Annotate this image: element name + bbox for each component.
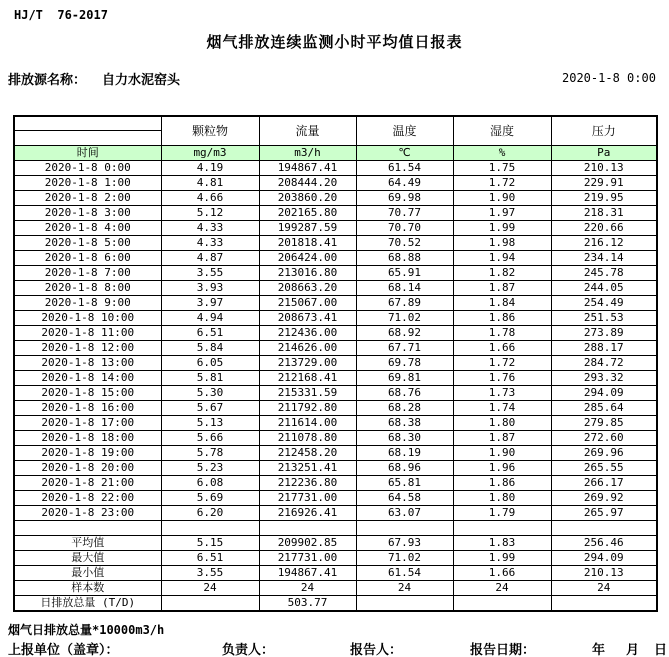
summary-value [551,596,657,612]
table-row [14,506,657,521]
emission-source-label: 排放源名称： [8,73,87,88]
summary-row [14,581,657,596]
separator-section [14,521,657,536]
row-value: 5.66 [161,431,259,446]
row-value: 68.19 [356,446,453,461]
row-value: 1.99 [453,221,551,236]
summary-value: 24 [161,581,259,596]
row-value: 213729.00 [259,356,356,371]
table-row [14,461,657,476]
row-value: 4.87 [161,251,259,266]
row-value: 6.51 [161,326,259,341]
row-value: 64.58 [356,491,453,506]
row-value: 245.78 [551,266,657,281]
row-time: 2020-1-8 17:00 [14,416,161,431]
row-value: 70.70 [356,221,453,236]
row-value: 203860.20 [259,191,356,206]
row-value: 212236.80 [259,476,356,491]
row-value: 1.86 [453,311,551,326]
row-time: 2020-1-8 14:00 [14,371,161,386]
row-time: 2020-1-8 16:00 [14,401,161,416]
row-value: 215331.59 [259,386,356,401]
row-value: 234.14 [551,251,657,266]
row-value: 3.97 [161,296,259,311]
row-value: 1.72 [453,356,551,371]
row-value: 266.17 [551,476,657,491]
row-value: 208673.41 [259,311,356,326]
row-value: 213251.41 [259,461,356,476]
row-value: 251.53 [551,311,657,326]
row-value: 70.52 [356,236,453,251]
row-value: 215067.00 [259,296,356,311]
table-row [14,221,657,236]
row-value: 208663.20 [259,281,356,296]
row-value: 211792.80 [259,401,356,416]
row-value: 1.66 [453,341,551,356]
table-row [14,311,657,326]
row-time: 2020-1-8 13:00 [14,356,161,371]
summary-value: 67.93 [356,536,453,551]
row-time: 2020-1-8 10:00 [14,311,161,326]
row-value: 68.92 [356,326,453,341]
summary-value: 24 [453,581,551,596]
row-time: 2020-1-8 4:00 [14,221,161,236]
row-value: 285.64 [551,401,657,416]
row-value: 218.31 [551,206,657,221]
report-datetime: 2020-1-8 0:00 [562,71,656,85]
summary-value: 6.51 [161,551,259,566]
row-value: 64.49 [356,176,453,191]
table-row [14,191,657,206]
row-time: 2020-1-8 5:00 [14,236,161,251]
row-value: 6.20 [161,506,259,521]
summary-row [14,551,657,566]
blank-cell [161,521,259,536]
table-row [14,176,657,191]
row-value: 211078.80 [259,431,356,446]
row-value: 1.90 [453,191,551,206]
table-row [14,341,657,356]
row-value: 5.23 [161,461,259,476]
report-date-label: 报告日期： [470,643,536,657]
row-value: 4.33 [161,236,259,251]
summary-row [14,596,657,612]
summary-value: 1.83 [453,536,551,551]
table-row [14,371,657,386]
unit-pressure: Pa [551,146,657,161]
row-value: 1.82 [453,266,551,281]
row-value: 294.09 [551,386,657,401]
row-value: 67.89 [356,296,453,311]
row-value: 4.81 [161,176,259,191]
row-time: 2020-1-8 9:00 [14,296,161,311]
row-value: 68.38 [356,416,453,431]
row-time: 2020-1-8 3:00 [14,206,161,221]
col-header-flow: 流量 [259,116,356,146]
row-value: 194867.41 [259,161,356,176]
report-unit-label: 上报单位（盖章）： [8,643,119,657]
row-value: 68.28 [356,401,453,416]
time-header-split-cell [14,116,161,146]
row-value: 6.08 [161,476,259,491]
row-value: 1.76 [453,371,551,386]
row-value: 5.78 [161,446,259,461]
table-row [14,401,657,416]
summary-rows [14,536,657,612]
summary-value [161,596,259,612]
row-time: 2020-1-8 2:00 [14,191,161,206]
table-row [14,416,657,431]
summary-value: 210.13 [551,566,657,581]
hourly-average-table [13,115,658,612]
row-value: 265.55 [551,461,657,476]
table-row [14,281,657,296]
table-row [14,476,657,491]
table-row [14,266,657,281]
table-row [14,296,657,311]
row-value: 211614.00 [259,416,356,431]
row-value: 1.84 [453,296,551,311]
row-value: 3.93 [161,281,259,296]
row-value: 1.73 [453,386,551,401]
row-value: 68.14 [356,281,453,296]
unit-particulate: mg/m3 [161,146,259,161]
row-value: 67.71 [356,341,453,356]
row-value: 216.12 [551,236,657,251]
summary-label: 日排放总量 (T/D) [14,596,161,612]
row-value: 61.54 [356,161,453,176]
row-value: 216926.41 [259,506,356,521]
row-time: 2020-1-8 21:00 [14,476,161,491]
header-row-units [14,146,657,161]
row-value: 1.94 [453,251,551,266]
summary-value [356,596,453,612]
summary-value: 217731.00 [259,551,356,566]
row-value: 208444.20 [259,176,356,191]
row-value: 201818.41 [259,236,356,251]
row-value: 1.80 [453,416,551,431]
summary-value: 294.09 [551,551,657,566]
row-value: 212436.00 [259,326,356,341]
summary-value: 24 [551,581,657,596]
row-value: 1.97 [453,206,551,221]
row-value: 214626.00 [259,341,356,356]
table-row [14,236,657,251]
row-value: 288.17 [551,341,657,356]
row-value: 65.91 [356,266,453,281]
table-row [14,206,657,221]
summary-value: 71.02 [356,551,453,566]
summary-label: 平均值 [14,536,161,551]
table-row [14,431,657,446]
blank-cell [551,521,657,536]
responsible-label: 负责人： [222,643,275,657]
row-value: 63.07 [356,506,453,521]
row-value: 3.55 [161,266,259,281]
emission-source-name: 自力水泥窑头 [102,73,181,88]
row-value: 213016.80 [259,266,356,281]
summary-label: 最大值 [14,551,161,566]
row-value: 1.75 [453,161,551,176]
unit-humidity: % [453,146,551,161]
row-value: 1.87 [453,281,551,296]
row-value: 68.96 [356,461,453,476]
summary-value: 24 [259,581,356,596]
daily-total-note: 烟气日排放总量*10000m3/h [8,623,165,637]
row-value: 5.69 [161,491,259,506]
row-value: 1.86 [453,476,551,491]
summary-row [14,536,657,551]
row-value: 210.13 [551,161,657,176]
row-value: 68.88 [356,251,453,266]
emission-source-line [8,69,180,88]
blank-cell [453,521,551,536]
row-time: 2020-1-8 1:00 [14,176,161,191]
summary-label: 样本数 [14,581,161,596]
summary-label: 最小值 [14,566,161,581]
row-value: 273.89 [551,326,657,341]
row-value: 68.30 [356,431,453,446]
header-row-names [14,116,657,146]
header-section [14,116,657,161]
row-value: 217731.00 [259,491,356,506]
row-time: 2020-1-8 7:00 [14,266,161,281]
table-row [14,356,657,371]
blank-separator-row [14,521,657,536]
row-value: 1.87 [453,431,551,446]
table-row [14,251,657,266]
row-value: 212458.20 [259,446,356,461]
row-value: 4.94 [161,311,259,326]
row-value: 5.84 [161,341,259,356]
row-value: 5.30 [161,386,259,401]
year-label: 年 [592,643,606,657]
row-value: 1.90 [453,446,551,461]
row-value: 68.76 [356,386,453,401]
hourly-rows [14,161,657,521]
row-value: 70.77 [356,206,453,221]
table-row [14,446,657,461]
row-value: 1.72 [453,176,551,191]
unit-temperature: ℃ [356,146,453,161]
row-value: 6.05 [161,356,259,371]
time-header-upper-blank [15,117,161,131]
table-row [14,491,657,506]
col-header-temperature: 温度 [356,116,453,146]
reporter-label: 报告人： [350,643,403,657]
table-row [14,161,657,176]
time-header-lower-blank [15,131,161,145]
summary-value [453,596,551,612]
row-value: 199287.59 [259,221,356,236]
row-value: 265.97 [551,506,657,521]
row-value: 229.91 [551,176,657,191]
blank-cell [356,521,453,536]
row-value: 279.85 [551,416,657,431]
summary-value: 24 [356,581,453,596]
row-value: 4.66 [161,191,259,206]
unit-flow: m3/h [259,146,356,161]
row-value: 69.81 [356,371,453,386]
standard-number: HJ/T 76-2017 [14,8,108,22]
row-value: 5.67 [161,401,259,416]
row-value: 269.92 [551,491,657,506]
time-header: 时间 [14,146,161,161]
row-value: 220.66 [551,221,657,236]
month-label: 月 [626,643,640,657]
row-time: 2020-1-8 12:00 [14,341,161,356]
row-value: 272.60 [551,431,657,446]
row-time: 2020-1-8 15:00 [14,386,161,401]
summary-value: 3.55 [161,566,259,581]
row-value: 5.12 [161,206,259,221]
row-value: 1.74 [453,401,551,416]
row-value: 4.33 [161,221,259,236]
summary-value: 1.66 [453,566,551,581]
row-value: 1.80 [453,491,551,506]
row-value: 5.13 [161,416,259,431]
row-time: 2020-1-8 23:00 [14,506,161,521]
row-time: 2020-1-8 0:00 [14,161,161,176]
row-value: 4.19 [161,161,259,176]
row-value: 1.98 [453,236,551,251]
row-value: 269.96 [551,446,657,461]
row-value: 1.96 [453,461,551,476]
row-value: 71.02 [356,311,453,326]
row-value: 69.78 [356,356,453,371]
table-row [14,386,657,401]
row-value: 1.78 [453,326,551,341]
summary-value: 5.15 [161,536,259,551]
row-time: 2020-1-8 20:00 [14,461,161,476]
col-header-particulate: 颗粒物 [161,116,259,146]
row-time: 2020-1-8 8:00 [14,281,161,296]
row-value: 284.72 [551,356,657,371]
row-time: 2020-1-8 19:00 [14,446,161,461]
row-time: 2020-1-8 6:00 [14,251,161,266]
row-time: 2020-1-8 22:00 [14,491,161,506]
blank-cell [259,521,356,536]
summary-value: 503.77 [259,596,356,612]
signature-row [0,639,669,655]
row-value: 69.98 [356,191,453,206]
row-value: 244.05 [551,281,657,296]
row-value: 219.95 [551,191,657,206]
day-label: 日 [654,643,668,657]
row-value: 254.49 [551,296,657,311]
col-header-humidity: 湿度 [453,116,551,146]
row-time: 2020-1-8 11:00 [14,326,161,341]
row-value: 293.32 [551,371,657,386]
blank-cell [14,521,161,536]
summary-value: 1.99 [453,551,551,566]
row-value: 1.79 [453,506,551,521]
row-value: 212168.41 [259,371,356,386]
col-header-pressure: 压力 [551,116,657,146]
summary-value: 209902.85 [259,536,356,551]
row-time: 2020-1-8 18:00 [14,431,161,446]
summary-value: 256.46 [551,536,657,551]
summary-value: 61.54 [356,566,453,581]
row-value: 5.81 [161,371,259,386]
row-value: 206424.00 [259,251,356,266]
summary-value: 194867.41 [259,566,356,581]
row-value: 65.81 [356,476,453,491]
row-value: 202165.80 [259,206,356,221]
summary-row [14,566,657,581]
page-title: 烟气排放连续监测小时平均值日报表 [206,33,463,51]
table-row [14,326,657,341]
